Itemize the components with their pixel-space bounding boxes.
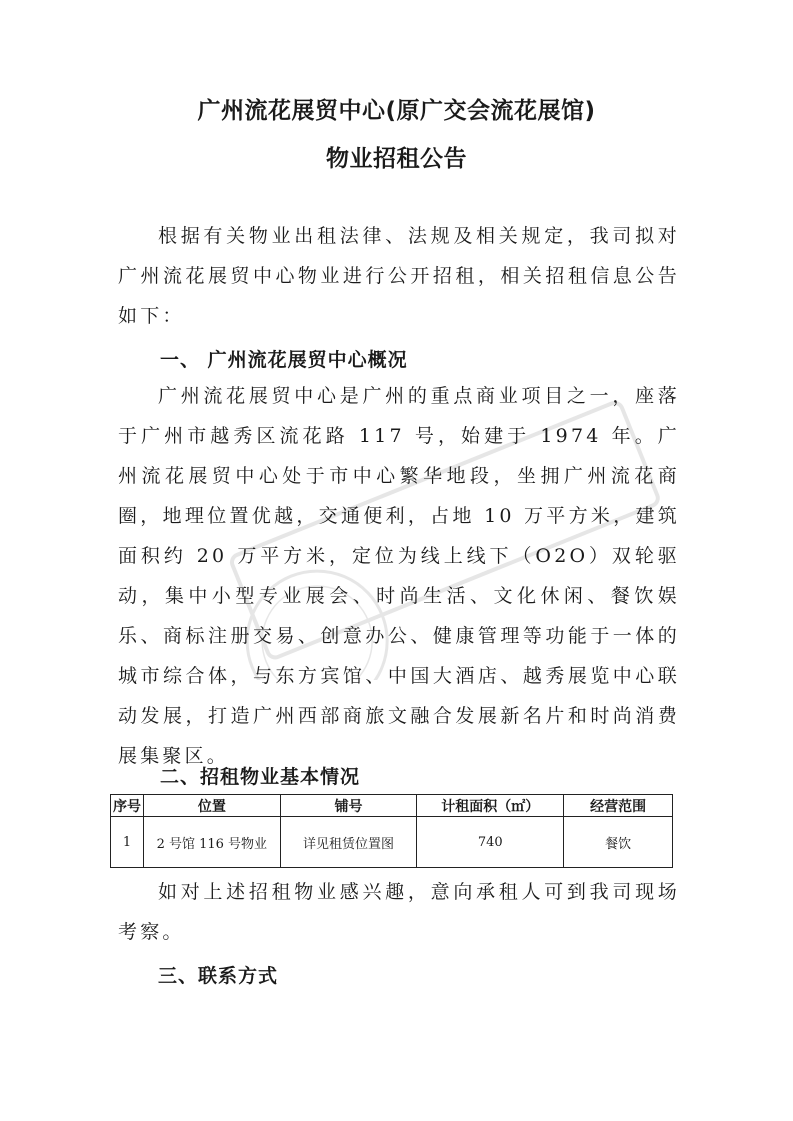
overview-paragraph: 广州流花展贸中心是广州的重点商业项目之一，座落于广州市越秀区流花路 117 号，始建于 1974 年。广州流花展贸中心处于市中心繁华地段，坐拥广州流花商圈，地理位置优越，交通便利，占地 10 万平方米，建筑面积约 20 万平方米，定位为线上线下（O2O）双轮驱动，集中小型专业展会、时尚生活、文化休闲、餐饮娱乐、商标注册交易、创意办公、健康管理等功能于一体的城市综合体，与东方宾馆、中国大酒店、越秀展览中心联动发展，打造广州西部商旅文融合发展新名片和时尚消费展集聚区。 <box>118 385 680 767</box>
document-title: 广州流花展贸中心(原广交会流花展馆) <box>197 98 596 124</box>
intro-paragraph: 根据有关物业出租法律、法规及相关规定，我司拟对广州流花展贸中心物业进行公开招租，相关招租信息公告如下： <box>118 225 680 327</box>
col-header-area: 计租面积（㎡） <box>417 795 564 817</box>
col-header-unit: 铺号 <box>280 795 417 817</box>
cell-index: 1 <box>111 817 144 868</box>
section-heading-overview: 一、 广州流花展贸中心概况 <box>160 349 408 371</box>
property-table <box>110 794 673 868</box>
col-header-scope: 经营范围 <box>564 795 673 817</box>
document-subtitle: 物业招租公告 <box>326 146 467 172</box>
cell-unit: 详见租赁位置图 <box>280 817 417 868</box>
col-header-index: 序号 <box>111 795 144 817</box>
table-header-row <box>111 795 673 817</box>
section-heading-contact: 三、联系方式 <box>158 965 279 987</box>
col-header-location: 位置 <box>143 795 280 817</box>
cell-scope: 餐饮 <box>564 817 673 868</box>
table-row <box>111 817 673 868</box>
section-heading-property: 二、招租物业基本情况 <box>160 766 361 788</box>
inspection-note: 如对上述招租物业感兴趣，意向承租人可到我司现场考察。 <box>118 881 680 943</box>
cell-location: 2 号馆 116 号物业 <box>143 817 280 868</box>
cell-area: 740 <box>417 817 564 868</box>
